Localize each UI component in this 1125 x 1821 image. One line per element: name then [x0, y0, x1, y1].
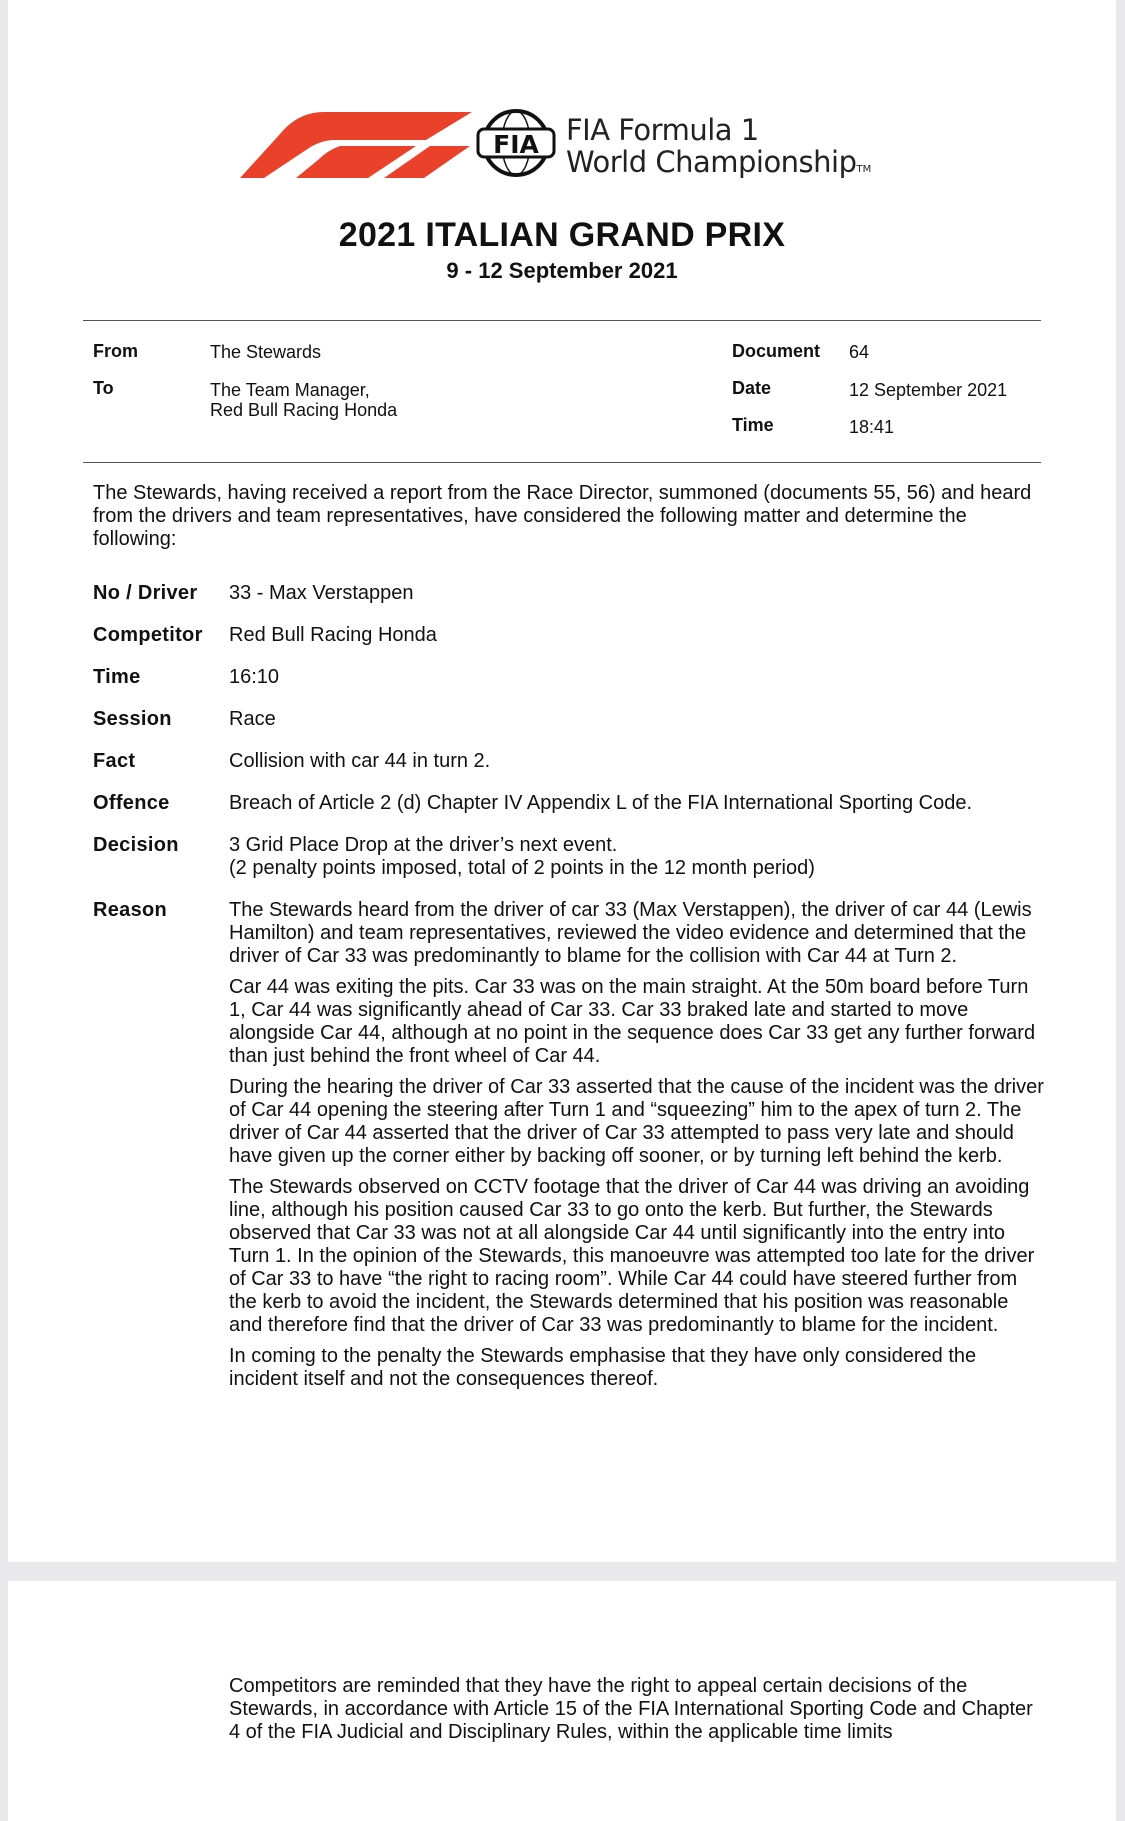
svg-text:FIA: FIA — [493, 130, 539, 159]
from-value: The Stewards — [210, 342, 322, 362]
date-label: Date — [732, 378, 772, 398]
divider-bottom — [83, 462, 1041, 463]
trademark: TM — [856, 164, 872, 175]
reason-paragraph-2: Car 44 was exiting the pits. Car 33 was on the main straight. At the 50m board before Turn 1, Car 44 was significantly ahead of Car 33. Car 33 braked late and started to move alongside Car 44, although at no point in the sequence does Car 33 get any further forward than just behind the front wheel of Car 44. — [229, 976, 1036, 1067]
decision-label: Decision — [93, 834, 179, 856]
event-title: 2021 ITALIAN GRAND PRIX — [338, 216, 786, 254]
to-label: To — [93, 378, 114, 398]
incident-time-value: 16:10 — [229, 666, 280, 688]
divider-top — [83, 320, 1041, 321]
reason-text — [229, 899, 1044, 1399]
championship-line-1: FIA Formula 1 — [566, 113, 759, 147]
session-value: Race — [229, 708, 276, 730]
fact-value: Collision with car 44 in turn 2. — [229, 750, 491, 772]
reason-paragraph-5: In coming to the penalty the Stewards emphasise that they have only considered the incident itself and not the consequences thereof. — [229, 1345, 977, 1390]
reason-paragraph-3: During the hearing the driver of Car 33 asserted that the cause of the incident was the driver of Car 44 opening the steering after Turn 1 and “squeezing” him to the apex of turn 2. The driver of Car 44 asserted that the driver of Car 33 attempted to pass very late and should have given up the corner either by backing off sooner, or by turning left behind the kerb. — [229, 1076, 1044, 1167]
driver-label: No / Driver — [93, 582, 198, 604]
fia-logo — [474, 108, 558, 178]
decision-line-1: 3 Grid Place Drop at the driver’s next event. — [229, 834, 618, 856]
driver-value: 33 - Max Verstappen — [229, 582, 414, 604]
reason-paragraph-1: The Stewards heard from the driver of car 33 (Max Verstappen), the driver of car 44 (Lewis Hamilton) and team representatives, reviewed the video evidence and determined that the driver of Car 33 was predominantly to blame for the collision with Car 44 at Turn 2. — [229, 899, 1032, 967]
competitor-value: Red Bull Racing Honda — [229, 624, 437, 646]
championship-wordmark — [566, 114, 871, 186]
date-value: 12 September 2021 — [849, 380, 1008, 400]
session-label: Session — [93, 708, 172, 730]
decision-line-2: (2 penalty points imposed, total of 2 points in the 12 month period) — [229, 857, 815, 879]
decision-value — [229, 834, 1044, 880]
incident-time-label: Time — [93, 666, 141, 688]
fact-label: Fact — [93, 750, 136, 772]
time-value: 18:41 — [849, 417, 895, 437]
competitor-label: Competitor — [93, 624, 203, 646]
reason-paragraph-4: The Stewards observed on CCTV footage that the driver of Car 44 was driving an avoiding line, although his position caused Car 33 to go onto the kerb. But further, the Stewards observed that Car 33 was not at all alongside Car 44 until significantly into the entry into Turn 1. In the opinion of the Stewards, this manoeuvre was attempted too late for the driver of Car 33 to have “the right to racing room”. While Car 44 could have steered further from the kerb to avoid the incident, the Stewards determined that his position was reasonable and therefore find that the driver of Car 33 was predominantly to blame for the incident. — [229, 1176, 1035, 1336]
from-label: From — [93, 341, 138, 361]
championship-line-2: World ChampionshipTM — [566, 145, 872, 179]
intro-paragraph: The Stewards, having received a report from the Race Director, summoned (documents 55, 56) and heard from the drivers and team representatives, have considered the following matter and determine the following: — [93, 482, 1032, 550]
document-page-1 — [8, 0, 1116, 1562]
document-number: 64 — [849, 342, 870, 362]
to-value-line-1: The Team Manager, — [210, 380, 370, 400]
document-page-2 — [8, 1581, 1116, 1821]
document-label: Document — [732, 341, 821, 361]
offence-value: Breach of Article 2 (d) Chapter IV Appendix L of the FIA International Sporting Code. — [229, 792, 973, 814]
to-value — [210, 380, 397, 420]
f1-logo — [240, 112, 472, 178]
appeal-notice: Competitors are reminded that they have the right to appeal certain decisions of the Stewards, in accordance with Article 15 of the FIA International Sporting Code and Chapter 4 of the FIA Judicial and Disciplinary Rules, within the applicable time limits — [229, 1675, 1033, 1743]
reason-label: Reason — [93, 899, 168, 921]
header-logos — [240, 108, 940, 184]
offence-label: Offence — [93, 792, 170, 814]
time-label: Time — [732, 415, 774, 435]
to-value-line-2: Red Bull Racing Honda — [210, 400, 398, 420]
event-dates: 9 - 12 September 2021 — [446, 258, 678, 283]
